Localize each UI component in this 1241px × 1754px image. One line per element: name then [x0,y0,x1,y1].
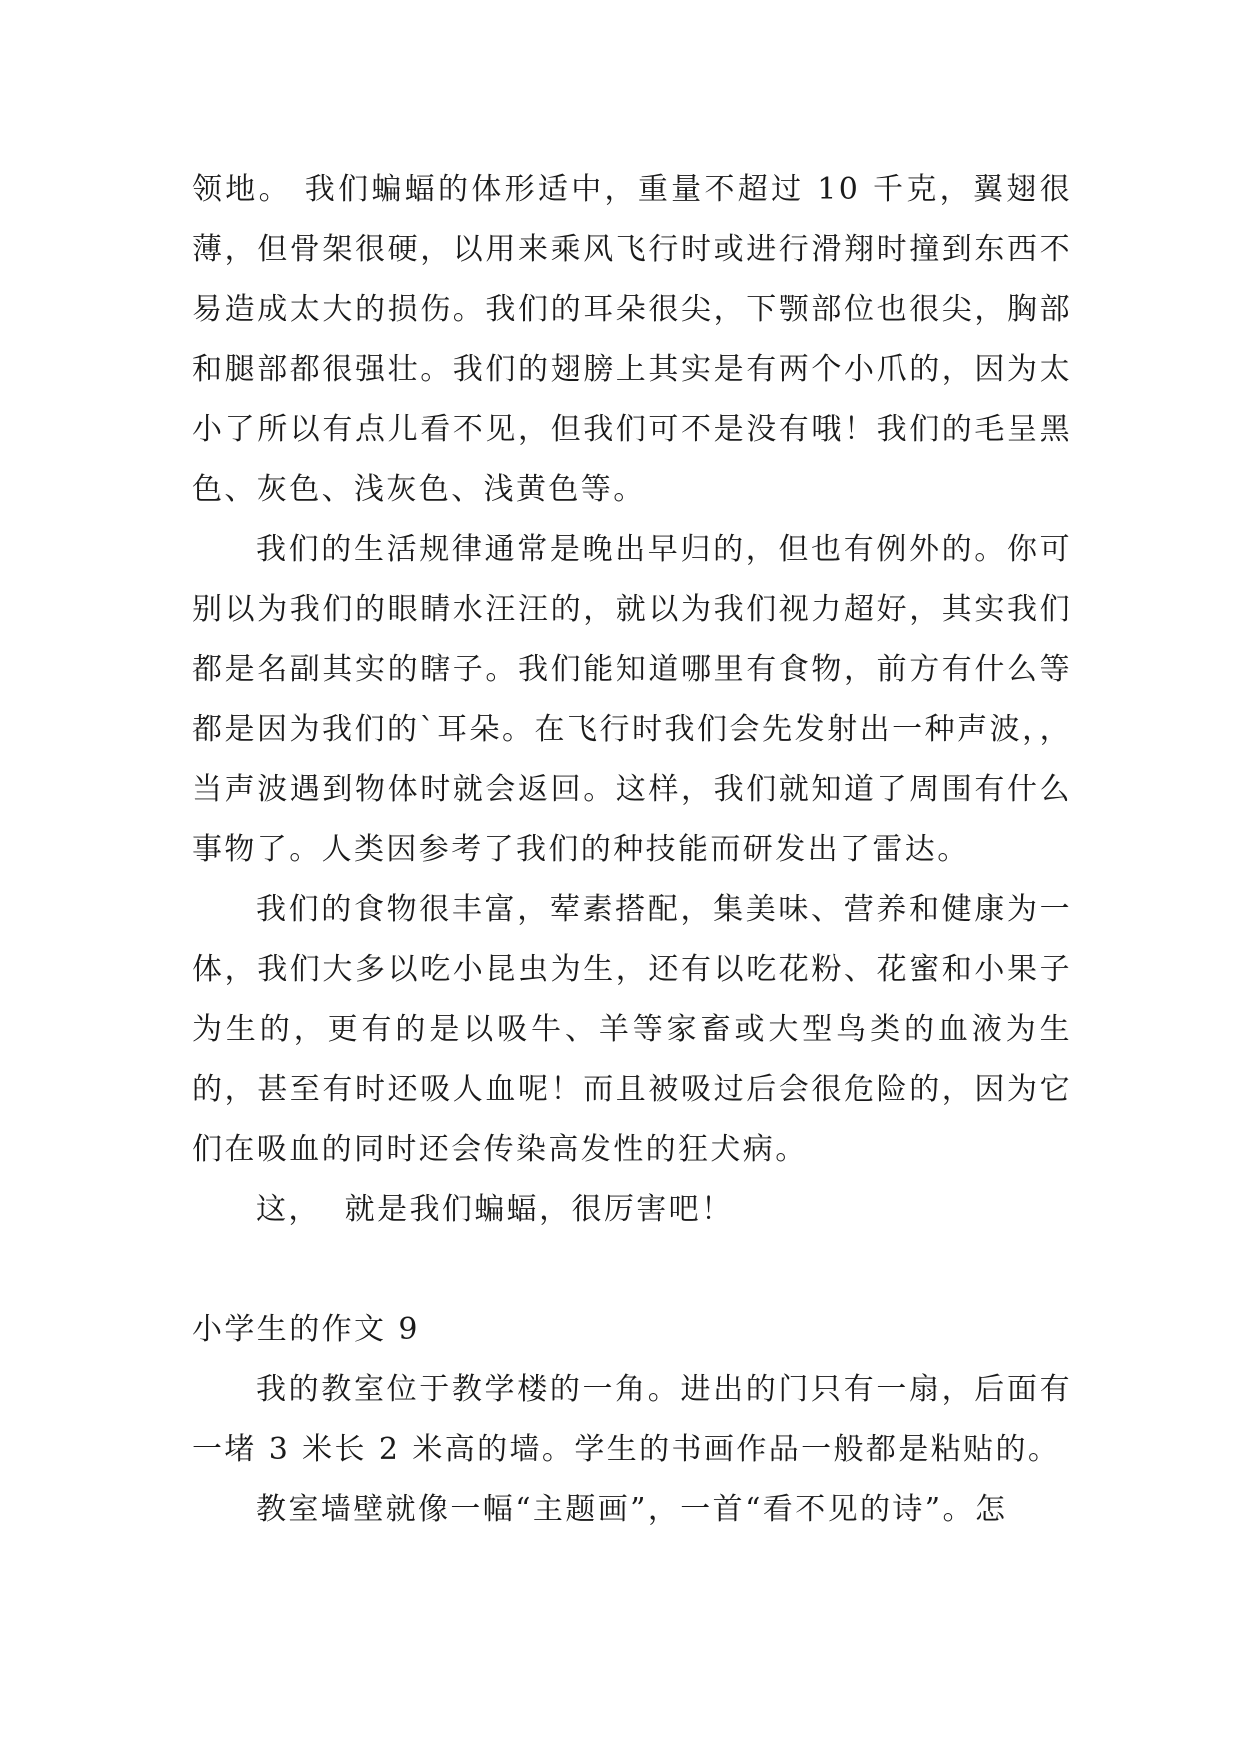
paragraph-bat-food: 我们的食物很丰富，荤素搭配，集美味、营养和健康为一体，我们大多以吃小昆虫为生，还有以吃花粉、花蜜和小果子为生的，更有的是以吸牛、羊等家畜或大型鸟类的血液为生的，甚至有时还吸人血呢！而且被吸过后会很危险的，因为它们在吸血的同时还会传染高发性的狂犬病。 [192,892,1072,1167]
section-spacer [192,1240,1072,1300]
section-title: 小学生的作文 9 [192,1312,420,1347]
paragraph-classroom-location: 我的教室位于教学楼的一角。进出的门只有一扇，后面有一堵 3 米长 2 米高的墙。学生的书画作品一般都是粘贴的。 [192,1372,1072,1467]
paragraph-bat-conclusion: 这， 就是我们蝙蝠，很厉害吧！ [256,1192,734,1227]
document-body [192,160,1072,1540]
paragraph-classroom-walls: 教室墙壁就像一幅“主题画”，一首“看不见的诗”。怎 [256,1492,1008,1527]
paragraph-bat-habits: 我们的生活规律通常是晚出早归的，但也有例外的。你可别以为我们的眼睛水汪汪的，就以为我们视力超好，其实我们都是名副其实的瞎子。我们能知道哪里有食物，前方有什么等都是因为我们的`耳朵。在飞行时我们会先发射出一种声波，，当声波遇到物体时就会返回。这样，我们就知道了周围有什么事物了。人类因参考了我们的种技能而研发出了雷达。 [192,532,1072,867]
paragraph-bat-appearance: 领地。 我们蝙蝠的体形适中，重量不超过 10 千克，翼翅很薄，但骨架很硬，以用来乘风飞行时或进行滑翔时撞到东西不易造成太大的损伤。我们的耳朵很尖，下颚部位也很尖，胸部和腿部都很强壮。我们的翅膀上其实是有两个小爪的，因为太小了所以有点儿看不见，但我们可不是没有哦！我们的毛呈黑色、灰色、浅灰色、浅黄色等。 [192,172,1072,507]
